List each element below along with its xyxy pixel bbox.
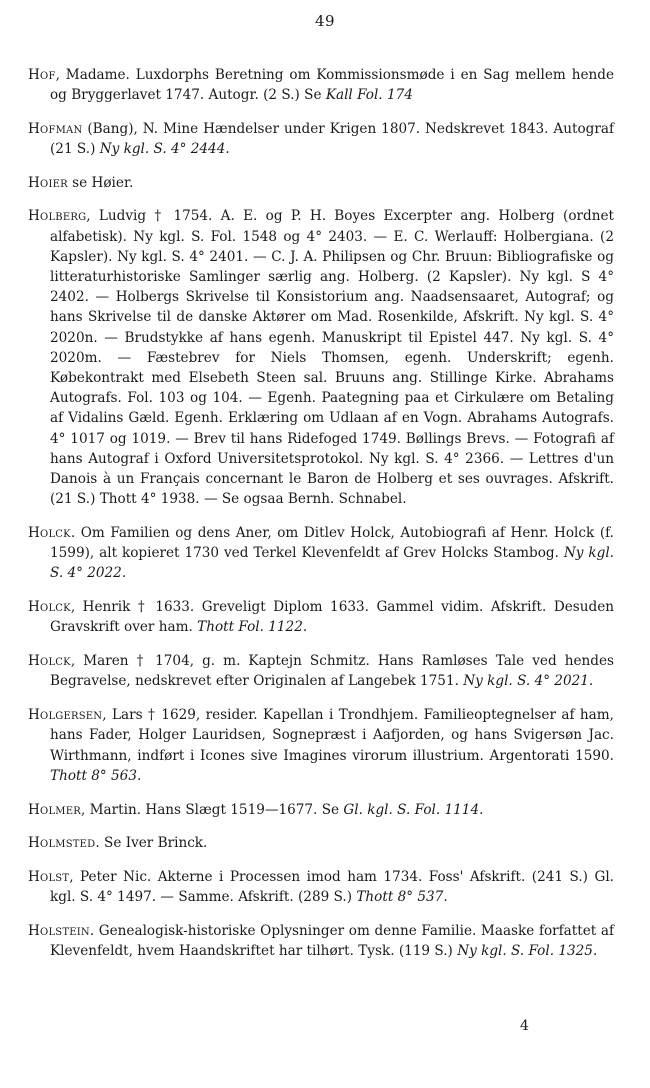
- entry-text: . Genealogisk-historiske Oplysninger om denne Familie. Maaske forfattet af Klevenfeldt, hvem Haandskriftet har tilhørt. Tysk. (119 S.): [50, 923, 614, 960]
- entry-headword: Holck: [28, 599, 71, 616]
- entry-shelfmark: Ny kgl. S. Fol. 1325.: [457, 943, 598, 960]
- register-entry: [28, 651, 614, 691]
- register-entry: [28, 867, 614, 907]
- signature-mark: 4: [520, 1018, 529, 1034]
- register-entry: [28, 119, 614, 159]
- entry-text: , Maren † 1704, g. m. Kaptejn Schmitz. Hans Ramløses Tale ved hendes Begravelse, nedskrevet efter Originalen af Langebek 1751.: [50, 653, 614, 690]
- entry-shelfmark: Ny kgl. S. 4° 2444.: [99, 140, 230, 157]
- entry-text: , Lars † 1629, resider. Kapellan i Trondhjem. Familieoptegnelser af ham, hans Fader, Holger Lauridsen, Sognepræst i Aafjorden, og hans Svigersøn Jac. Wirthmann, indført i Icones sive Imagines virorum illustrium. Argentorati 1590.: [50, 707, 614, 764]
- entry-headword: Holmsted: [28, 835, 96, 852]
- entry-shelfmark: Ny kgl. S. 4° 2021.: [463, 673, 594, 690]
- entry-shelfmark: Ny kgl. S. 4° 2022.: [50, 545, 614, 582]
- entry-headword: Hofman: [28, 120, 83, 137]
- entry-text: se Høier.: [67, 174, 134, 191]
- entry-text: (Bang), N. Mine Hændelser under Krigen 1807. Nedskrevet 1843. Autograf (21 S.): [50, 120, 614, 157]
- register-entry: [28, 597, 614, 637]
- entry-headword: Holck: [28, 653, 71, 670]
- entry-text: . Se Iver Brinck.: [95, 835, 208, 852]
- entry-headword: Holstein: [28, 923, 90, 940]
- register-entry: [28, 523, 614, 584]
- entry-text: , Ludvig † 1754. A. E. og P. H. Boyes Excerpter ang. Holberg (ordnet alfabetisk). Ny kgl. S. Fol. 1548 og 4° 2403. — E. C. Werlauff: Holbergiana. (2 Kapsler). Ny kgl. S. 4° 2401. — C. J. A. Philipsen og Chr. Bruun: Bibliografiske og litteraturhistoriske Samlinger særlig ang. Holberg. (2 Kapsler). Ny kgl. S 4° 2402. — Holbergs Skrivelse til Konsistorium ang. Naadsensaaret, Autograf; og hans Skrivelse til de danske Aktører om Mad. Rosenkilde, Afskrift. Ny kgl. S. 4° 2020n. — Brudstykke af hans egenh. Manuskript til Epistel 447. Ny kgl. S. 4° 2020m. — Fæstebrev for Niels Thomsen, egenh. Underskrift; egenh. Købekontrakt med Elsebeth Steen sal. Bruuns ang. Stillinge Kirke. Abrahams Autografs. Fol. 103 og 104. — Egenh. Paategning paa et Cirkulære om Betaling af Vidalins Gæld. Egenh. Erklæring om Udlaan af en Vogn. Abrahams Autografs. 4° 1017 og 1019. — Brev til hans Ridefoged 1749. Bøllings Brevs. — Fotografi af hans Autograf i Oxford Universitetsprotokol. Ny kgl. S. 4° 2366. — Lettres d'un Danois à un Français concernant le Baron de Holberg et ses ouvrages. Afskrift. (21 S.) Thott 4° 1938. — Se ogsaa Bernh. Schnabel.: [50, 208, 614, 508]
- entry-headword: Holberg: [28, 208, 87, 225]
- page-number: 49: [314, 12, 336, 30]
- register-entry: [28, 206, 614, 509]
- register-entry: [28, 705, 614, 786]
- entry-headword: Hof: [28, 66, 56, 83]
- entry-shelfmark: Gl. kgl. S. Fol. 1114.: [343, 801, 484, 818]
- entry-text: , Madame. Luxdorphs Beretning om Kommissionsmøde i en Sag mellem hende og Bryggerlavet 1747. Autogr. (2 S.) Se: [50, 66, 614, 103]
- entry-shelfmark: Kall Fol. 174: [325, 86, 413, 103]
- register-entry: [28, 800, 614, 820]
- entry-shelfmark: Thott 8° 537.: [356, 889, 448, 906]
- register-entry: [28, 65, 614, 105]
- entry-headword: Holck: [28, 525, 71, 542]
- register-entry: [28, 173, 614, 193]
- entry-headword: Holst: [28, 869, 70, 886]
- register-entry: [28, 833, 614, 853]
- entry-text: , Henrik † 1633. Greveligt Diplom 1633. Gammel vidim. Afskrift. Desuden Gravskrift over ham.: [50, 599, 614, 636]
- entry-text: . Om Familien og dens Aner, om Ditlev Holck, Autobiografi af Henr. Holck (f. 1599), alt kopieret 1730 ved Terkel Klevenfeldt af Grev Holcks Stambog.: [50, 525, 614, 562]
- entry-text: , Martin. Hans Slægt 1519—1677. Se: [80, 801, 344, 818]
- entry-headword: Hoier: [28, 174, 68, 191]
- entry-shelfmark: Thott 8° 563.: [50, 767, 142, 784]
- entry-shelfmark: Thott Fol. 1122.: [197, 619, 308, 636]
- entry-headword: Holmer: [28, 801, 81, 818]
- register-entry: [28, 921, 614, 961]
- entry-text: , Peter Nic. Akterne i Processen imod ham 1734. Foss' Afskrift. (241 S.) Gl. kgl. S. 4° 1497. — Samme. Afskrift. (289 S.): [50, 869, 614, 906]
- register-entries: [28, 51, 614, 975]
- entry-headword: Holgersen: [28, 707, 103, 724]
